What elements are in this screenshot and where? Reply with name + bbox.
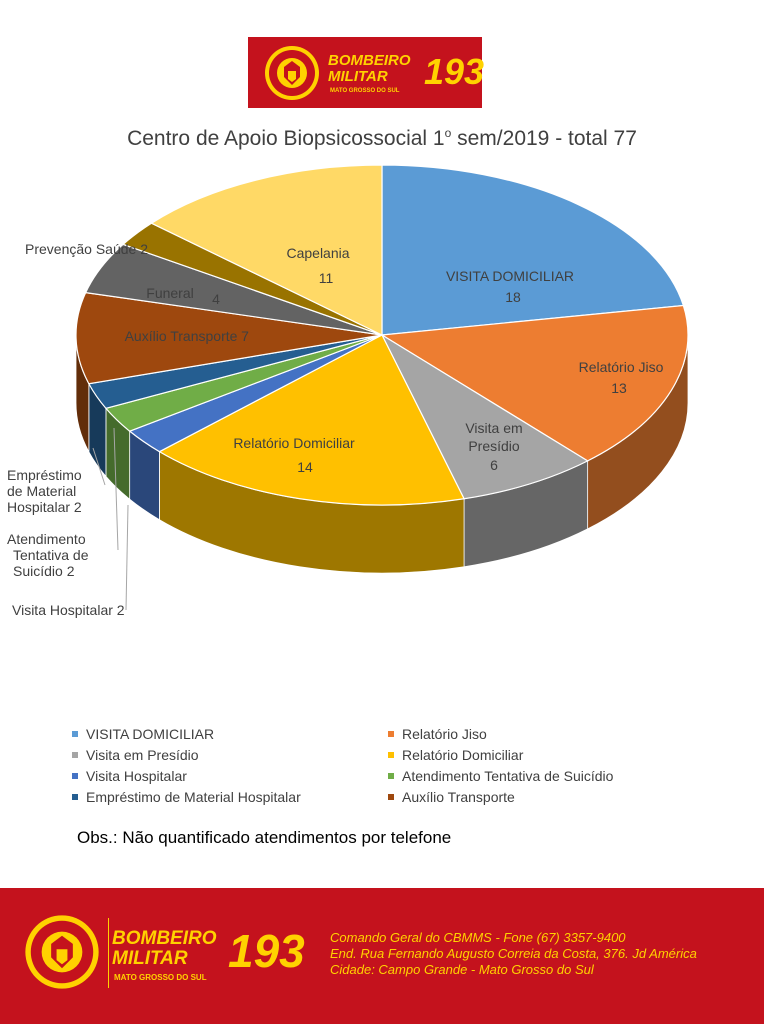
fire-department-seal-icon <box>24 914 100 990</box>
legend-label: Relatório Domiciliar <box>402 747 524 763</box>
footer-contact-info <box>330 930 760 978</box>
label-tentativa-value: 2 <box>66 563 75 579</box>
logo-number: 193 <box>424 51 485 92</box>
label-auxilio-transporte-name: Auxílio Transporte <box>124 328 238 344</box>
label-relatorio-domiciliar-name: Relatório Domiciliar <box>233 435 355 451</box>
legend-swatch <box>388 794 394 800</box>
legend-swatch <box>72 794 78 800</box>
label-visita-presidio-name-2: Presídio <box>468 438 520 454</box>
legend-item <box>72 789 301 805</box>
label-funeral-name: Funeral <box>146 285 194 301</box>
label-visita-presidio-name-1: Visita em <box>465 420 523 436</box>
label-capelania-name: Capelania <box>286 245 350 261</box>
footer-divider <box>108 918 109 988</box>
legend-swatch <box>388 752 394 758</box>
label-funeral-value: 4 <box>212 291 220 307</box>
footer-info-line-1: Comando Geral do CBMMS - Fone (67) 3357-9400 <box>330 930 626 945</box>
label-emprestimo-line-3: Hospitalar <box>7 499 71 515</box>
footer-logo-line-2: MILITAR <box>112 948 188 969</box>
legend-swatch <box>72 731 78 737</box>
footer-logo-wordmark <box>112 925 305 986</box>
legend-label: Relatório Jiso <box>402 726 487 742</box>
label-visita-domiciliar-name: VISITA DOMICILIAR <box>445 268 575 284</box>
label-emprestimo-line-2: de Material <box>7 483 77 499</box>
legend-label: Visita Hospitalar <box>86 768 187 784</box>
footer-logo-subline: MATO GROSSO DO SUL <box>114 973 207 982</box>
label-prevencao-saude-name: Prevenção Saúde <box>25 241 137 257</box>
legend-swatch <box>72 773 78 779</box>
legend-item <box>72 747 199 763</box>
label-emprestimo-value: 2 <box>73 499 82 515</box>
label-relatorio-domiciliar-value: 14 <box>297 459 313 475</box>
label-emprestimo-line-1: Empréstimo <box>7 467 82 483</box>
label-relatorio-jiso-value: 13 <box>611 380 627 396</box>
legend-label: VISITA DOMICILIAR <box>86 726 215 742</box>
legend-item <box>388 789 515 805</box>
legend-label: Visita em Presídio <box>86 747 199 763</box>
chart-title-period: sem/2019 <box>451 127 550 150</box>
legend-label: Atendimento Tentativa de Suicídio <box>402 768 614 784</box>
label-emprestimo <box>7 467 82 515</box>
logo-line-1: BOMBEIRO <box>328 52 411 69</box>
chart-legend <box>72 726 692 812</box>
label-prevencao-saude <box>25 241 148 257</box>
footer <box>0 888 764 1024</box>
label-relatorio-jiso-name: Relatório Jiso <box>578 359 664 375</box>
legend-item <box>72 726 214 742</box>
label-tentativa-line-1: Atendimento <box>7 531 86 547</box>
legend-item <box>388 726 487 742</box>
legend-swatch <box>388 731 394 737</box>
chart-title-ordinal: o <box>444 126 452 140</box>
label-capelania-value: 11 <box>318 270 334 286</box>
logo-subline: MATO GROSSO DO SUL <box>330 88 400 94</box>
label-visita-hospitalar <box>12 602 125 618</box>
footer-info-line-3: Cidade: Campo Grande - Mato Grosso do Sul <box>330 962 594 977</box>
label-tentativa-line-3: Suicídio <box>13 563 63 579</box>
label-prevencao-saude-value: 2 <box>140 241 148 257</box>
legend-label: Auxílio Transporte <box>402 789 515 805</box>
label-tentativa-line-2: Tentativa de <box>13 547 89 563</box>
label-visita-presidio-value: 6 <box>490 457 498 473</box>
chart-title-dash: - <box>549 127 569 150</box>
footer-logo-line-1: BOMBEIRO <box>112 928 217 949</box>
footer-info-line-2: End. Rua Fernando Augusto Correia da Costa, 376. Jd América <box>330 946 697 961</box>
label-tentativa <box>7 531 89 579</box>
label-visita-domiciliar-value: 18 <box>505 289 521 305</box>
legend-swatch <box>72 752 78 758</box>
legend-item <box>72 768 187 784</box>
legend-label: Empréstimo de Material Hospitalar <box>86 789 301 805</box>
footer-logo-number: 193 <box>228 925 305 977</box>
legend-item <box>388 768 613 784</box>
legend-item <box>388 747 523 763</box>
observation-note: Obs.: Não quantificado atendimentos por telefone <box>77 828 452 847</box>
legend-swatch <box>388 773 394 779</box>
label-visita-hospitalar-value: 2 <box>116 602 125 618</box>
logo-line-2: MILITAR <box>328 68 388 85</box>
chart-title-total: total 77 <box>568 127 637 150</box>
chart-title-main: Centro de Apoio Biopsicossocial 1 <box>127 127 445 150</box>
label-auxilio-transporte-value: 7 <box>241 328 249 344</box>
label-visita-hospitalar-name: Visita Hospitalar <box>12 602 113 618</box>
